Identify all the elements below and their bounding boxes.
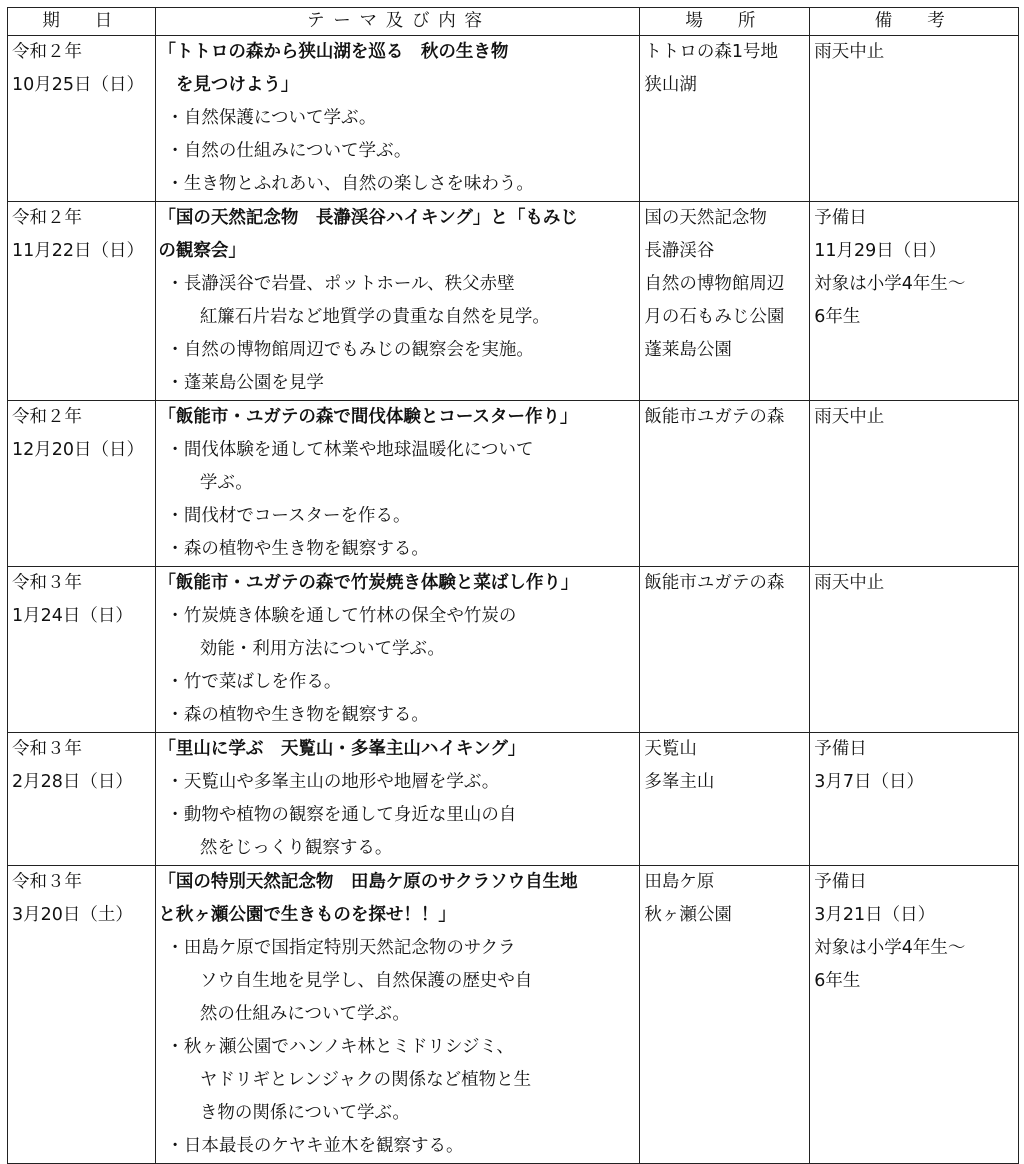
- note-cell: [810, 36, 1019, 202]
- date-line: 10月25日（日）: [12, 75, 145, 95]
- theme-item: ・自然の仕組みについて学ぶ。: [166, 141, 412, 161]
- note-cell: [810, 866, 1019, 1164]
- schedule-table: [7, 7, 1019, 1164]
- schedule-body: [8, 36, 1019, 1164]
- note-line: 雨天中止: [814, 407, 885, 427]
- header-date: 期 日: [8, 8, 156, 36]
- theme-item: ・間伐体験を通して林業や地球温暖化について: [166, 440, 534, 460]
- theme-title: 「飯能市・ユガテの森で竹炭焼き体験と菜ばし作り」: [158, 573, 579, 593]
- place-line: 天覧山: [644, 739, 697, 759]
- note-cell: [810, 401, 1019, 567]
- place-line: 秋ヶ瀬公園: [644, 905, 732, 925]
- theme-item: ・生き物とふれあい、自然の楽しさを味わう。: [166, 174, 534, 194]
- theme-title: を見つけよう」: [158, 75, 299, 95]
- place-line: 自然の博物館周辺: [644, 274, 785, 294]
- place-line: トトロの森1号地: [644, 42, 779, 62]
- note-cell: [810, 567, 1019, 733]
- place-cell: [640, 733, 810, 866]
- note-line: 3月7日（日）: [814, 772, 925, 792]
- date-line: 3月20日（土）: [12, 905, 133, 925]
- theme-item: ・日本最長のケヤキ並木を観察する。: [166, 1136, 464, 1156]
- theme-title: 「トトロの森から狭山湖を巡る 秋の生き物: [158, 42, 509, 62]
- note-line: 雨天中止: [814, 573, 885, 593]
- note-line: 対象は小学4年生～: [814, 938, 966, 958]
- theme-item: ・森の植物や生き物を観察する。: [166, 539, 429, 559]
- note-line: 3月21日（日）: [814, 905, 936, 925]
- theme-cell: [156, 401, 640, 567]
- date-cell: [8, 202, 156, 401]
- date-line: 令和３年: [12, 573, 82, 593]
- table-row: [8, 202, 1019, 401]
- theme-item: ・自然の博物館周辺でもみじの観察会を実施。: [166, 340, 534, 360]
- date-cell: [8, 866, 156, 1164]
- date-line: 令和２年: [12, 208, 82, 228]
- theme-item: ・竹炭焼き体験を通して竹林の保全や竹炭の: [166, 606, 517, 626]
- note-cell: [810, 733, 1019, 866]
- note-line: 雨天中止: [814, 42, 885, 62]
- theme-cell: [156, 567, 640, 733]
- place-line: 国の天然記念物: [644, 208, 767, 228]
- date-cell: [8, 733, 156, 866]
- note-line: 11月29日（日）: [814, 241, 947, 261]
- date-line: 2月28日（日）: [12, 772, 133, 792]
- header-row: [8, 8, 1019, 36]
- place-cell: [640, 866, 810, 1164]
- place-line: 蓬莱島公園: [644, 340, 732, 360]
- note-line: 予備日: [814, 872, 867, 892]
- theme-cell: [156, 866, 640, 1164]
- place-line: 多峯主山: [644, 772, 715, 792]
- note-line: 6年生: [814, 971, 861, 991]
- date-line: 1月24日（日）: [12, 606, 133, 626]
- date-line: 令和３年: [12, 872, 82, 892]
- header-place: 場 所: [640, 8, 810, 36]
- theme-item: ・森の植物や生き物を観察する。: [166, 705, 429, 725]
- theme-item: ・動物や植物の観察を通して身近な里山の自: [166, 805, 517, 825]
- place-cell: [640, 36, 810, 202]
- date-line: 12月20日（日）: [12, 440, 145, 460]
- theme-item: 然をじっくり観察する。: [182, 838, 393, 858]
- theme-item: ・竹で菜ばしを作る。: [166, 672, 342, 692]
- theme-cell: [156, 36, 640, 202]
- place-line: 狭山湖: [644, 75, 697, 95]
- theme-item: ・秋ヶ瀬公園でハンノキ林とミドリシジミ、: [166, 1037, 514, 1057]
- theme-item: ・自然保護について学ぶ。: [166, 108, 377, 128]
- date-line: 令和２年: [12, 407, 82, 427]
- place-line: 長瀞渓谷: [644, 241, 715, 261]
- theme-item: ・長瀞渓谷で岩畳、ポットホール、秩父赤壁: [166, 274, 515, 294]
- note-line: 予備日: [814, 739, 867, 759]
- note-line: 予備日: [814, 208, 867, 228]
- theme-title: 「国の特別天然記念物 田島ケ原のサクラソウ自生地: [158, 872, 578, 892]
- date-line: 11月22日（日）: [12, 241, 145, 261]
- table-row: [8, 733, 1019, 866]
- theme-item: 紅簾石片岩など地質学の貴重な自然を見学。: [182, 307, 550, 327]
- theme-cell: [156, 733, 640, 866]
- place-line: 飯能市ユガテの森: [644, 407, 785, 427]
- theme-title: の観察会」: [158, 241, 246, 261]
- place-line: 田島ケ原: [644, 872, 715, 892]
- date-cell: [8, 401, 156, 567]
- date-line: 令和２年: [12, 42, 82, 62]
- theme-title: 「飯能市・ユガテの森で間伐体験とコースター作り」: [158, 407, 578, 427]
- note-line: 対象は小学4年生～: [814, 274, 966, 294]
- theme-item: 効能・利用方法について学ぶ。: [182, 639, 445, 659]
- theme-title: と秋ヶ瀬公園で生きものを探せ！！」: [158, 905, 456, 925]
- header-theme: テーマ及び内容: [156, 8, 640, 36]
- theme-cell: [156, 202, 640, 401]
- date-cell: [8, 567, 156, 733]
- table-row: [8, 36, 1019, 202]
- place-line: 飯能市ユガテの森: [644, 573, 785, 593]
- place-line: 月の石もみじ公園: [644, 307, 785, 327]
- place-cell: [640, 567, 810, 733]
- theme-item: ・蓬莱島公園を見学: [166, 373, 324, 393]
- date-cell: [8, 36, 156, 202]
- note-cell: [810, 202, 1019, 401]
- theme-item: 学ぶ。: [182, 473, 253, 493]
- table-row: [8, 401, 1019, 567]
- place-cell: [640, 401, 810, 567]
- theme-title: 「里山に学ぶ 天覧山・多峯主山ハイキング」: [158, 739, 526, 759]
- theme-item: ヤドリギとレンジャクの関係など植物と生: [182, 1070, 532, 1090]
- note-line: 6年生: [814, 307, 861, 327]
- theme-title: 「国の天然記念物 長瀞渓谷ハイキング」と「もみじ: [158, 208, 578, 228]
- date-line: 令和３年: [12, 739, 82, 759]
- table-row: [8, 866, 1019, 1164]
- theme-item: ・天覧山や多峯主山の地形や地層を学ぶ。: [166, 772, 500, 792]
- theme-item: ソウ自生地を見学し、自然保護の歴史や自: [182, 971, 533, 991]
- theme-item: ・田島ケ原で国指定特別天然記念物のサクラ: [166, 938, 516, 958]
- table-row: [8, 567, 1019, 733]
- theme-item: 然の仕組みについて学ぶ。: [182, 1004, 410, 1024]
- place-cell: [640, 202, 810, 401]
- theme-item: き物の関係について学ぶ。: [182, 1103, 410, 1123]
- theme-item: ・間伐材でコースターを作る。: [166, 506, 411, 526]
- header-note: 備 考: [810, 8, 1019, 36]
